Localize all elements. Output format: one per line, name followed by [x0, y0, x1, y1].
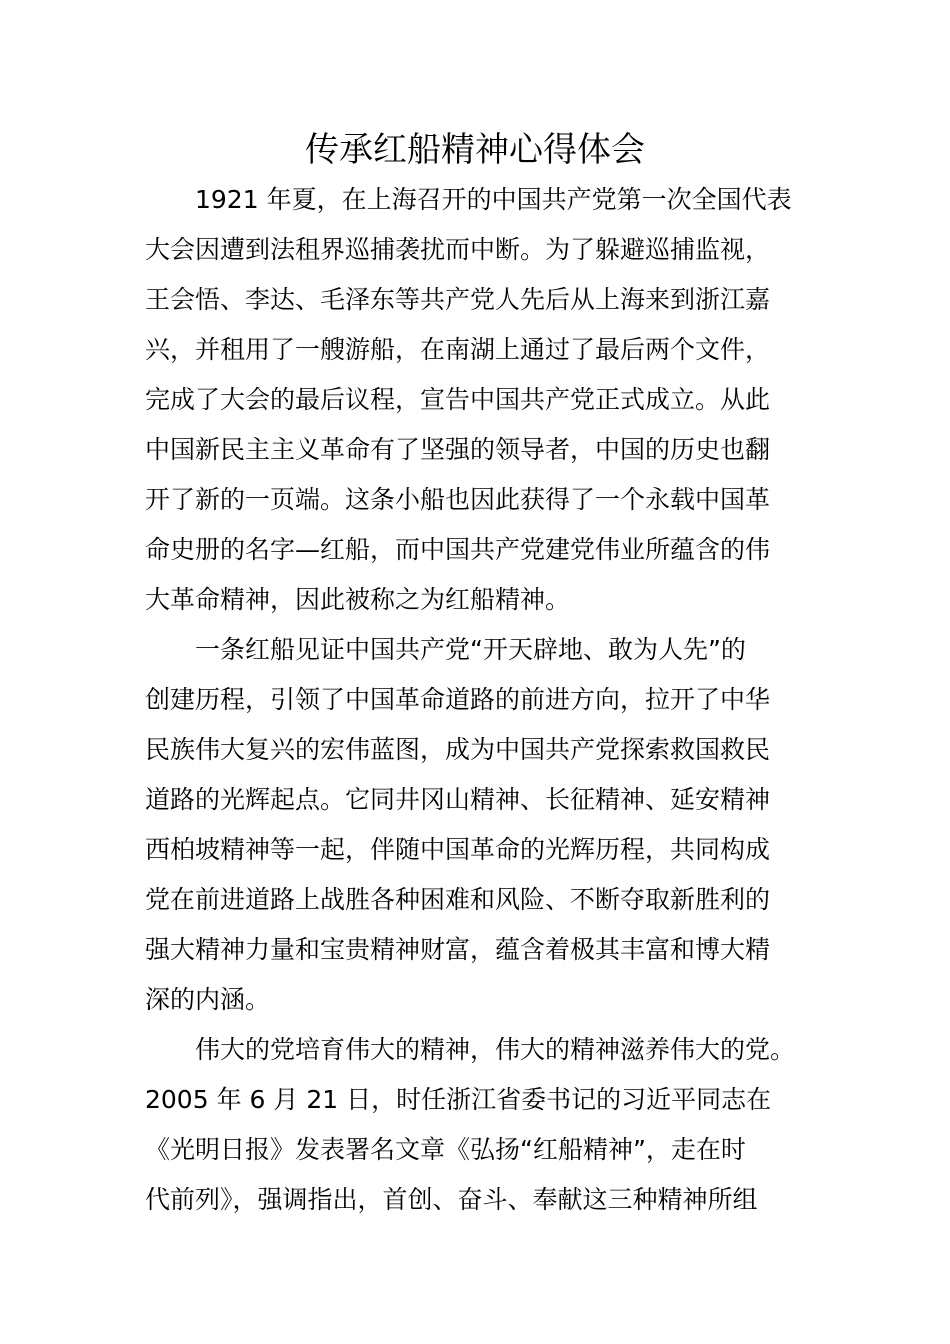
paragraph-3-line-2: 2005 年 6 月 21 日，时任浙江省委书记的习近平同志在 [145, 1085, 772, 1114]
paragraph-2-line-5: 西柏坡精神等一起，伴随中国革命的光辉历程，共同构成 [145, 835, 771, 864]
paragraph-1-line-9: 大革命精神，因此被称之为红船精神。 [145, 585, 571, 614]
paragraph-2-line-3: 民族伟大复兴的宏伟蓝图，成为中国共产党探索救国救民 [145, 735, 771, 764]
paragraph-1-line-4: 兴，并租用了一艘游船，在南湖上通过了最后两个文件， [145, 335, 771, 364]
paragraph-3-line-1: 伟大的党培育伟大的精神，伟大的精神滋养伟大的党。 [195, 1035, 796, 1064]
paragraph-2-line-1: 一条红船见证中国共产党“开天辟地、敢为人先”的 [195, 635, 746, 664]
paragraph-1-line-8: 命史册的名字—红船，而中国共产党建党伟业所蕴含的伟 [145, 535, 771, 564]
paragraph-3-line-3: 《光明日报》发表署名文章《弘扬“红船精神”，走在时 [145, 1135, 746, 1164]
paragraph-2-line-4: 道路的光辉起点。它同井冈山精神、长征精神、延安精神 [145, 785, 771, 814]
paragraph-2-line-7: 强大精神力量和宝贵精神财富，蕴含着极其丰富和博大精 [145, 935, 771, 964]
paragraph-1-line-7: 开了新的一页端。这条小船也因此获得了一个永载中国革 [145, 485, 771, 514]
paragraph-3-line-4: 代前列》，强调指出，首创、奋斗、奉献这三种精神所组 [145, 1185, 758, 1214]
paragraph-2-line-2: 创建历程，引领了中国革命道路的前进方向，拉开了中华 [145, 685, 771, 714]
paragraph-1-line-1: 1921 年夏，在上海召开的中国共产党第一次全国代表 [195, 185, 792, 214]
document-title: 传承红船精神心得体会 [305, 130, 645, 170]
paragraph-1-line-6: 中国新民主主义革命有了坚强的领导者，中国的历史也翻 [145, 435, 771, 464]
paragraph-2-line-6: 党在前进道路上战胜各种困难和风险、不断夺取新胜利的 [145, 885, 771, 914]
paragraph-1-line-3: 王会悟、李达、毛泽东等共产党人先后从上海来到浙江嘉 [145, 285, 771, 314]
paragraph-2-line-8: 深的内涵。 [145, 985, 271, 1014]
paragraph-1-line-2: 大会因遭到法租界巡捕袭扰而中断。为了躲避巡捕监视， [145, 235, 771, 264]
paragraph-1-line-5: 完成了大会的最后议程，宣告中国共产党正式成立。从此 [145, 385, 771, 414]
